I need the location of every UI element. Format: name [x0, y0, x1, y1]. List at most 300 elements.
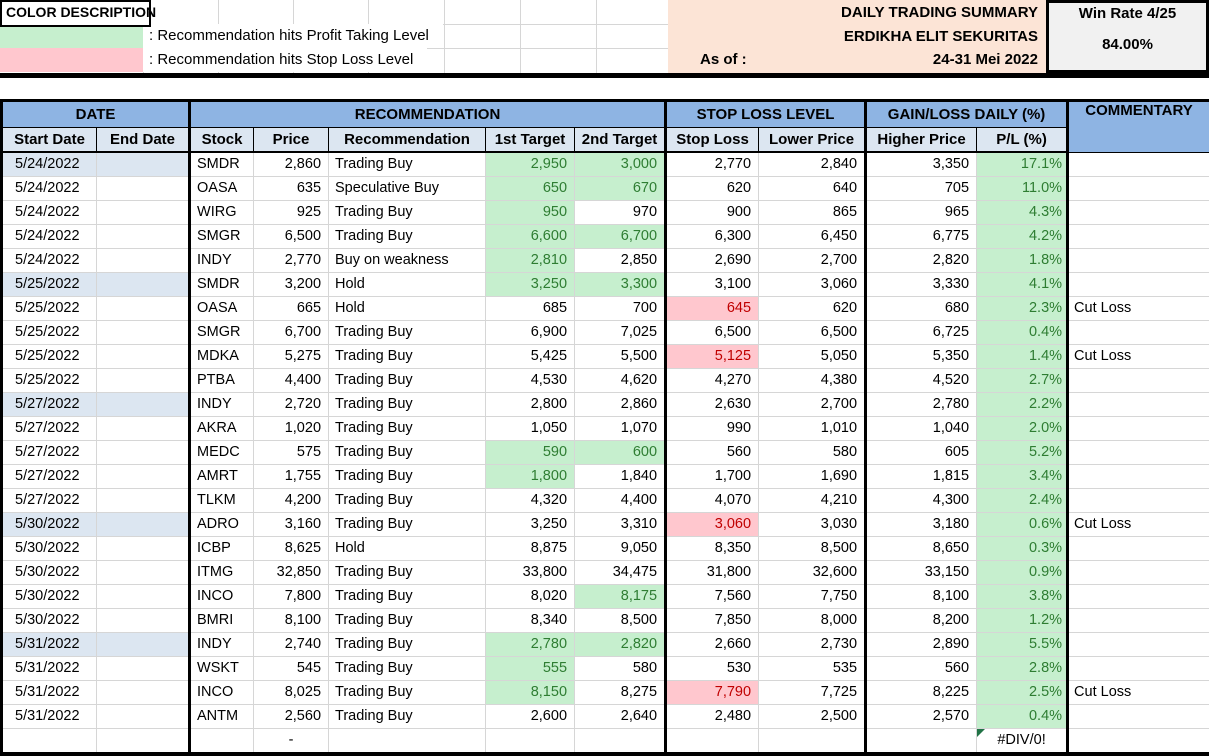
cell-stop-loss[interactable]: [666, 729, 759, 755]
cell-stop-loss[interactable]: 620: [666, 177, 759, 201]
cell-start-date[interactable]: 5/24/2022: [2, 177, 97, 201]
cell-1st-target[interactable]: 8,340: [486, 609, 575, 633]
cell-lower-price[interactable]: 535: [759, 657, 866, 681]
cell-stock[interactable]: SMGR: [190, 321, 254, 345]
cell-1st-target[interactable]: 8,150: [486, 681, 575, 705]
cell-price[interactable]: 575: [254, 441, 329, 465]
cell-price[interactable]: 2,720: [254, 393, 329, 417]
cell-recommendation[interactable]: Trading Buy: [329, 201, 486, 225]
cell-pl-pct[interactable]: 4.1%: [977, 273, 1068, 297]
cell-2nd-target[interactable]: 2,640: [575, 705, 666, 729]
cell-price[interactable]: 8,625: [254, 537, 329, 561]
cell-lower-price[interactable]: 620: [759, 297, 866, 321]
cell-stop-loss[interactable]: 6,300: [666, 225, 759, 249]
cell-pl-pct[interactable]: 2.0%: [977, 417, 1068, 441]
summary-title[interactable]: DAILY TRADING SUMMARY: [841, 1, 1038, 25]
cell-1st-target[interactable]: 5,425: [486, 345, 575, 369]
cell-stock[interactable]: ITMG: [190, 561, 254, 585]
cell-stock[interactable]: INDY: [190, 393, 254, 417]
cell-start-date[interactable]: 5/27/2022: [2, 489, 97, 513]
cell-2nd-target[interactable]: 700: [575, 297, 666, 321]
cell-stock[interactable]: ANTM: [190, 705, 254, 729]
cell-pl-pct[interactable]: 11.0%: [977, 177, 1068, 201]
cell-higher-price[interactable]: 3,180: [866, 513, 977, 537]
cell-higher-price[interactable]: 965: [866, 201, 977, 225]
cell-start-date[interactable]: 5/31/2022: [2, 681, 97, 705]
cell-commentary[interactable]: [1068, 609, 1209, 633]
cell-higher-price[interactable]: 8,650: [866, 537, 977, 561]
cell-1st-target[interactable]: 2,800: [486, 393, 575, 417]
cell-commentary[interactable]: [1068, 321, 1209, 345]
cell-commentary[interactable]: [1068, 657, 1209, 681]
cell-end-date[interactable]: [97, 345, 190, 369]
cell-lower-price[interactable]: 1,010: [759, 417, 866, 441]
cell-commentary[interactable]: [1068, 152, 1209, 177]
cell-1st-target[interactable]: 3,250: [486, 273, 575, 297]
cell-price[interactable]: 635: [254, 177, 329, 201]
cell-higher-price[interactable]: 8,200: [866, 609, 977, 633]
as-of-label[interactable]: As of :: [700, 48, 747, 72]
cell-start-date[interactable]: 5/25/2022: [2, 321, 97, 345]
cell-higher-price[interactable]: 8,225: [866, 681, 977, 705]
cell-2nd-target[interactable]: 3,300: [575, 273, 666, 297]
cell-start-date[interactable]: 5/30/2022: [2, 513, 97, 537]
cell-recommendation[interactable]: Trading Buy: [329, 225, 486, 249]
cell-stock[interactable]: ADRO: [190, 513, 254, 537]
cell-recommendation[interactable]: Trading Buy: [329, 321, 486, 345]
cell-lower-price[interactable]: 2,500: [759, 705, 866, 729]
cell-start-date[interactable]: 5/24/2022: [2, 225, 97, 249]
cell-end-date[interactable]: [97, 177, 190, 201]
cell-lower-price[interactable]: 4,380: [759, 369, 866, 393]
cell-1st-target[interactable]: 8,020: [486, 585, 575, 609]
cell-stock[interactable]: SMDR: [190, 273, 254, 297]
cell-end-date[interactable]: [97, 201, 190, 225]
cell-higher-price[interactable]: 4,520: [866, 369, 977, 393]
cell-recommendation[interactable]: Hold: [329, 273, 486, 297]
cell-stock[interactable]: TLKM: [190, 489, 254, 513]
col-header-stop-loss[interactable]: Stop Loss: [666, 128, 759, 153]
cell-pl-pct[interactable]: 0.9%: [977, 561, 1068, 585]
cell-1st-target[interactable]: 8,875: [486, 537, 575, 561]
cell-pl-pct[interactable]: 2.5%: [977, 681, 1068, 705]
cell-commentary[interactable]: [1068, 273, 1209, 297]
cell-1st-target[interactable]: 1,050: [486, 417, 575, 441]
cell-stop-loss[interactable]: 3,060: [666, 513, 759, 537]
cell-lower-price[interactable]: 1,690: [759, 465, 866, 489]
cell-2nd-target[interactable]: 8,175: [575, 585, 666, 609]
cell-price[interactable]: 2,770: [254, 249, 329, 273]
cell-1st-target[interactable]: [486, 729, 575, 755]
cell-commentary[interactable]: [1068, 585, 1209, 609]
cell-pl-pct[interactable]: 2.4%: [977, 489, 1068, 513]
cell-2nd-target[interactable]: 6,700: [575, 225, 666, 249]
cell-end-date[interactable]: [97, 297, 190, 321]
cell-start-date[interactable]: 5/24/2022: [2, 201, 97, 225]
cell-recommendation[interactable]: Trading Buy: [329, 345, 486, 369]
cell-stock[interactable]: OASA: [190, 177, 254, 201]
cell-2nd-target[interactable]: 2,860: [575, 393, 666, 417]
cell-commentary[interactable]: Cut Loss: [1068, 681, 1209, 705]
cell-recommendation[interactable]: Trading Buy: [329, 705, 486, 729]
cell-end-date[interactable]: [97, 417, 190, 441]
cell-start-date[interactable]: 5/30/2022: [2, 561, 97, 585]
cell-stop-loss[interactable]: 990: [666, 417, 759, 441]
cell-stock[interactable]: [190, 729, 254, 755]
cell-commentary[interactable]: [1068, 561, 1209, 585]
cell-end-date[interactable]: [97, 633, 190, 657]
cell-1st-target[interactable]: 2,950: [486, 152, 575, 177]
col-header-end-date[interactable]: End Date: [97, 128, 190, 153]
cell-commentary[interactable]: [1068, 249, 1209, 273]
cell-stop-loss[interactable]: 6,500: [666, 321, 759, 345]
cell-higher-price[interactable]: 2,820: [866, 249, 977, 273]
cell-recommendation[interactable]: Trading Buy: [329, 513, 486, 537]
cell-start-date[interactable]: 5/31/2022: [2, 705, 97, 729]
cell-higher-price[interactable]: 680: [866, 297, 977, 321]
cell-recommendation[interactable]: Trading Buy: [329, 441, 486, 465]
col-header-1st-target[interactable]: 1st Target: [486, 128, 575, 153]
col-header-higher-price[interactable]: Higher Price: [866, 128, 977, 153]
cell-2nd-target[interactable]: 4,620: [575, 369, 666, 393]
cell-1st-target[interactable]: 6,900: [486, 321, 575, 345]
cell-2nd-target[interactable]: 580: [575, 657, 666, 681]
cell-start-date[interactable]: 5/25/2022: [2, 345, 97, 369]
stop-loss-color-swatch[interactable]: [0, 48, 143, 72]
cell-higher-price[interactable]: 560: [866, 657, 977, 681]
cell-price[interactable]: 4,200: [254, 489, 329, 513]
cell-price[interactable]: 2,740: [254, 633, 329, 657]
cell-recommendation[interactable]: Speculative Buy: [329, 177, 486, 201]
cell-start-date[interactable]: 5/31/2022: [2, 633, 97, 657]
cell-stock[interactable]: SMDR: [190, 152, 254, 177]
cell-higher-price[interactable]: 5,350: [866, 345, 977, 369]
cell-stock[interactable]: WSKT: [190, 657, 254, 681]
cell-lower-price[interactable]: 2,700: [759, 249, 866, 273]
cell-commentary[interactable]: [1068, 705, 1209, 729]
cell-pl-pct[interactable]: 3.4%: [977, 465, 1068, 489]
cell-higher-price[interactable]: 605: [866, 441, 977, 465]
cell-pl-pct[interactable]: 2.2%: [977, 393, 1068, 417]
cell-stock[interactable]: PTBA: [190, 369, 254, 393]
cell-stock[interactable]: AKRA: [190, 417, 254, 441]
cell-stop-loss[interactable]: 3,100: [666, 273, 759, 297]
cell-2nd-target[interactable]: 970: [575, 201, 666, 225]
cell-end-date[interactable]: [97, 609, 190, 633]
cell-higher-price[interactable]: 8,100: [866, 585, 977, 609]
group-header-commentary[interactable]: COMMENTARY: [1068, 101, 1209, 153]
cell-stop-loss[interactable]: 560: [666, 441, 759, 465]
group-header-date[interactable]: DATE: [2, 101, 190, 128]
cell-lower-price[interactable]: [759, 729, 866, 755]
cell-lower-price[interactable]: 7,725: [759, 681, 866, 705]
cell-stock[interactable]: INDY: [190, 249, 254, 273]
cell-stop-loss[interactable]: 645: [666, 297, 759, 321]
cell-2nd-target[interactable]: 7,025: [575, 321, 666, 345]
cell-stock[interactable]: INCO: [190, 585, 254, 609]
cell-end-date[interactable]: [97, 729, 190, 755]
cell-2nd-target[interactable]: 1,840: [575, 465, 666, 489]
cell-recommendation[interactable]: Trading Buy: [329, 417, 486, 441]
cell-recommendation[interactable]: Trading Buy: [329, 681, 486, 705]
cell-commentary[interactable]: [1068, 417, 1209, 441]
cell-higher-price[interactable]: 3,350: [866, 152, 977, 177]
cell-1st-target[interactable]: 3,250: [486, 513, 575, 537]
cell-start-date[interactable]: [2, 729, 97, 755]
cell-stock[interactable]: ICBP: [190, 537, 254, 561]
cell-end-date[interactable]: [97, 441, 190, 465]
cell-recommendation[interactable]: Trading Buy: [329, 561, 486, 585]
cell-2nd-target[interactable]: [575, 729, 666, 755]
cell-price[interactable]: 1,020: [254, 417, 329, 441]
cell-stock[interactable]: MDKA: [190, 345, 254, 369]
cell-recommendation[interactable]: Hold: [329, 537, 486, 561]
profit-taking-legend-label[interactable]: : Recommendation hits Profit Taking Level: [143, 24, 443, 48]
cell-start-date[interactable]: 5/25/2022: [2, 369, 97, 393]
cell-higher-price[interactable]: 6,775: [866, 225, 977, 249]
cell-2nd-target[interactable]: 600: [575, 441, 666, 465]
cell-commentary[interactable]: [1068, 729, 1209, 755]
cell-commentary[interactable]: [1068, 201, 1209, 225]
cell-stop-loss[interactable]: 2,480: [666, 705, 759, 729]
col-header-lower-price[interactable]: Lower Price: [759, 128, 866, 153]
cell-stop-loss[interactable]: 2,660: [666, 633, 759, 657]
cell-1st-target[interactable]: 6,600: [486, 225, 575, 249]
cell-price[interactable]: 8,025: [254, 681, 329, 705]
cell-start-date[interactable]: 5/31/2022: [2, 657, 97, 681]
cell-recommendation[interactable]: Trading Buy: [329, 633, 486, 657]
cell-1st-target[interactable]: 33,800: [486, 561, 575, 585]
cell-recommendation[interactable]: Trading Buy: [329, 489, 486, 513]
cell-recommendation[interactable]: Trading Buy: [329, 369, 486, 393]
cell-end-date[interactable]: [97, 465, 190, 489]
cell-1st-target[interactable]: 2,780: [486, 633, 575, 657]
cell-lower-price[interactable]: 2,700: [759, 393, 866, 417]
cell-2nd-target[interactable]: 34,475: [575, 561, 666, 585]
cell-lower-price[interactable]: 640: [759, 177, 866, 201]
cell-pl-pct[interactable]: 5.5%: [977, 633, 1068, 657]
cell-end-date[interactable]: [97, 489, 190, 513]
cell-2nd-target[interactable]: 2,820: [575, 633, 666, 657]
cell-higher-price[interactable]: 705: [866, 177, 977, 201]
cell-end-date[interactable]: [97, 561, 190, 585]
group-header-gain-loss-daily[interactable]: GAIN/LOSS DAILY (%): [866, 101, 1068, 128]
cell-1st-target[interactable]: 590: [486, 441, 575, 465]
cell-lower-price[interactable]: 8,000: [759, 609, 866, 633]
cell-higher-price[interactable]: 1,040: [866, 417, 977, 441]
cell-pl-pct[interactable]: 1.2%: [977, 609, 1068, 633]
cell-stop-loss[interactable]: 2,770: [666, 152, 759, 177]
cell-commentary[interactable]: [1068, 441, 1209, 465]
cell-pl-pct[interactable]: 4.3%: [977, 201, 1068, 225]
cell-start-date[interactable]: 5/27/2022: [2, 417, 97, 441]
cell-recommendation[interactable]: Trading Buy: [329, 585, 486, 609]
cell-stop-loss[interactable]: 530: [666, 657, 759, 681]
cell-pl-pct[interactable]: 2.3%: [977, 297, 1068, 321]
cell-higher-price[interactable]: 2,890: [866, 633, 977, 657]
cell-price[interactable]: 8,100: [254, 609, 329, 633]
cell-recommendation[interactable]: Trading Buy: [329, 465, 486, 489]
cell-higher-price[interactable]: 6,725: [866, 321, 977, 345]
cell-1st-target[interactable]: 650: [486, 177, 575, 201]
cell-commentary[interactable]: Cut Loss: [1068, 297, 1209, 321]
cell-lower-price[interactable]: 3,030: [759, 513, 866, 537]
col-header-stock[interactable]: Stock: [190, 128, 254, 153]
cell-stock[interactable]: AMRT: [190, 465, 254, 489]
cell-higher-price[interactable]: 3,330: [866, 273, 977, 297]
cell-stop-loss[interactable]: 7,850: [666, 609, 759, 633]
cell-start-date[interactable]: 5/27/2022: [2, 441, 97, 465]
cell-commentary[interactable]: [1068, 465, 1209, 489]
profit-taking-color-swatch[interactable]: [0, 24, 143, 48]
cell-higher-price[interactable]: 4,300: [866, 489, 977, 513]
cell-lower-price[interactable]: 32,600: [759, 561, 866, 585]
cell-commentary[interactable]: Cut Loss: [1068, 513, 1209, 537]
cell-start-date[interactable]: 5/25/2022: [2, 297, 97, 321]
cell-stock[interactable]: INCO: [190, 681, 254, 705]
cell-pl-pct[interactable]: 5.2%: [977, 441, 1068, 465]
cell-commentary[interactable]: [1068, 489, 1209, 513]
as-of-value[interactable]: 24-31 Mei 2022: [933, 48, 1038, 72]
cell-recommendation[interactable]: Trading Buy: [329, 609, 486, 633]
cell-end-date[interactable]: [97, 369, 190, 393]
cell-recommendation[interactable]: Trading Buy: [329, 393, 486, 417]
cell-2nd-target[interactable]: 4,400: [575, 489, 666, 513]
cell-2nd-target[interactable]: 9,050: [575, 537, 666, 561]
cell-higher-price[interactable]: 33,150: [866, 561, 977, 585]
cell-end-date[interactable]: [97, 249, 190, 273]
cell-stop-loss[interactable]: 2,630: [666, 393, 759, 417]
cell-end-date[interactable]: [97, 393, 190, 417]
cell-pl-pct[interactable]: 2.7%: [977, 369, 1068, 393]
cell-end-date[interactable]: [97, 657, 190, 681]
cell-start-date[interactable]: 5/27/2022: [2, 393, 97, 417]
cell-pl-pct[interactable]: #DIV/0!: [977, 729, 1068, 755]
cell-end-date[interactable]: [97, 537, 190, 561]
cell-price[interactable]: 6,500: [254, 225, 329, 249]
cell-lower-price[interactable]: 3,060: [759, 273, 866, 297]
cell-1st-target[interactable]: 950: [486, 201, 575, 225]
cell-stop-loss[interactable]: 7,560: [666, 585, 759, 609]
cell-end-date[interactable]: [97, 321, 190, 345]
cell-lower-price[interactable]: 865: [759, 201, 866, 225]
cell-stop-loss[interactable]: 2,690: [666, 249, 759, 273]
cell-1st-target[interactable]: 4,530: [486, 369, 575, 393]
cell-recommendation[interactable]: Trading Buy: [329, 152, 486, 177]
cell-commentary[interactable]: [1068, 537, 1209, 561]
cell-stock[interactable]: WIRG: [190, 201, 254, 225]
cell-lower-price[interactable]: 6,450: [759, 225, 866, 249]
cell-start-date[interactable]: 5/30/2022: [2, 609, 97, 633]
cell-end-date[interactable]: [97, 273, 190, 297]
cell-stop-loss[interactable]: 31,800: [666, 561, 759, 585]
cell-start-date[interactable]: 5/24/2022: [2, 249, 97, 273]
cell-recommendation[interactable]: Hold: [329, 297, 486, 321]
cell-2nd-target[interactable]: 8,275: [575, 681, 666, 705]
color-description-title[interactable]: COLOR DESCRIPTION: [0, 0, 151, 27]
col-header-start-date[interactable]: Start Date: [2, 128, 97, 153]
cell-1st-target[interactable]: 1,800: [486, 465, 575, 489]
cell-stock[interactable]: BMRI: [190, 609, 254, 633]
col-header-2nd-target[interactable]: 2nd Target: [575, 128, 666, 153]
cell-price[interactable]: 925: [254, 201, 329, 225]
cell-recommendation[interactable]: Trading Buy: [329, 657, 486, 681]
cell-lower-price[interactable]: 580: [759, 441, 866, 465]
cell-lower-price[interactable]: 6,500: [759, 321, 866, 345]
cell-pl-pct[interactable]: 0.3%: [977, 537, 1068, 561]
win-rate-box[interactable]: [1046, 0, 1209, 73]
cell-pl-pct[interactable]: 17.1%: [977, 152, 1068, 177]
cell-commentary[interactable]: Cut Loss: [1068, 345, 1209, 369]
cell-lower-price[interactable]: 7,750: [759, 585, 866, 609]
cell-price[interactable]: 6,700: [254, 321, 329, 345]
cell-start-date[interactable]: 5/30/2022: [2, 585, 97, 609]
cell-stop-loss[interactable]: 5,125: [666, 345, 759, 369]
cell-higher-price[interactable]: 2,570: [866, 705, 977, 729]
cell-pl-pct[interactable]: 3.8%: [977, 585, 1068, 609]
cell-1st-target[interactable]: 685: [486, 297, 575, 321]
cell-price[interactable]: 545: [254, 657, 329, 681]
cell-price[interactable]: 7,800: [254, 585, 329, 609]
cell-pl-pct[interactable]: 0.4%: [977, 705, 1068, 729]
cell-start-date[interactable]: 5/25/2022: [2, 273, 97, 297]
cell-stop-loss[interactable]: 7,790: [666, 681, 759, 705]
cell-higher-price[interactable]: 2,780: [866, 393, 977, 417]
cell-price[interactable]: 5,275: [254, 345, 329, 369]
cell-commentary[interactable]: [1068, 369, 1209, 393]
cell-price[interactable]: 3,160: [254, 513, 329, 537]
cell-lower-price[interactable]: 4,210: [759, 489, 866, 513]
group-header-recommendation[interactable]: RECOMMENDATION: [190, 101, 666, 128]
cell-2nd-target[interactable]: 2,850: [575, 249, 666, 273]
col-header-recommendation[interactable]: Recommendation: [329, 128, 486, 153]
cell-end-date[interactable]: [97, 585, 190, 609]
cell-end-date[interactable]: [97, 225, 190, 249]
cell-price[interactable]: 4,400: [254, 369, 329, 393]
cell-commentary[interactable]: [1068, 177, 1209, 201]
cell-pl-pct[interactable]: 0.6%: [977, 513, 1068, 537]
col-header-price[interactable]: Price: [254, 128, 329, 153]
cell-start-date[interactable]: 5/24/2022: [2, 152, 97, 177]
cell-2nd-target[interactable]: 5,500: [575, 345, 666, 369]
cell-stop-loss[interactable]: 900: [666, 201, 759, 225]
cell-1st-target[interactable]: 555: [486, 657, 575, 681]
cell-2nd-target[interactable]: 3,310: [575, 513, 666, 537]
cell-stock[interactable]: OASA: [190, 297, 254, 321]
cell-lower-price[interactable]: 2,840: [759, 152, 866, 177]
cell-commentary[interactable]: [1068, 393, 1209, 417]
cell-recommendation[interactable]: Buy on weakness: [329, 249, 486, 273]
cell-pl-pct[interactable]: 0.4%: [977, 321, 1068, 345]
cell-commentary[interactable]: [1068, 225, 1209, 249]
cell-price[interactable]: 2,560: [254, 705, 329, 729]
cell-stock[interactable]: SMGR: [190, 225, 254, 249]
cell-price[interactable]: 665: [254, 297, 329, 321]
cell-start-date[interactable]: 5/30/2022: [2, 537, 97, 561]
cell-stock[interactable]: MEDC: [190, 441, 254, 465]
cell-start-date[interactable]: 5/27/2022: [2, 465, 97, 489]
cell-price[interactable]: -: [254, 729, 329, 755]
col-header-pl-pct[interactable]: P/L (%): [977, 128, 1068, 153]
cell-stop-loss[interactable]: 8,350: [666, 537, 759, 561]
cell-higher-price[interactable]: 1,815: [866, 465, 977, 489]
cell-price[interactable]: 1,755: [254, 465, 329, 489]
cell-higher-price[interactable]: [866, 729, 977, 755]
cell-1st-target[interactable]: 2,810: [486, 249, 575, 273]
cell-pl-pct[interactable]: 4.2%: [977, 225, 1068, 249]
cell-end-date[interactable]: [97, 513, 190, 537]
cell-pl-pct[interactable]: 1.4%: [977, 345, 1068, 369]
